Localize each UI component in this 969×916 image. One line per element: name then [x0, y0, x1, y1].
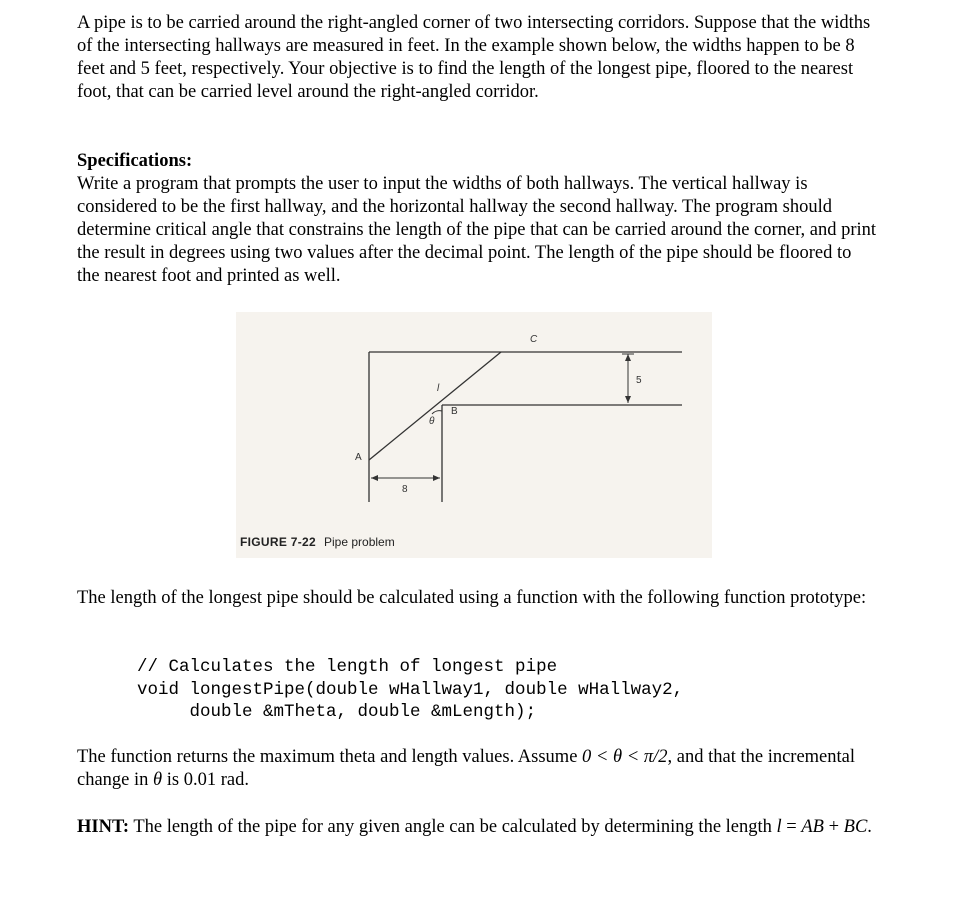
- hint-text-d: .: [867, 817, 872, 837]
- label-a: A: [355, 452, 362, 463]
- hint-text-a: The length of the pipe for any given angle can be calculated by determining the length: [129, 817, 777, 837]
- label-l: l: [437, 383, 440, 394]
- figure-caption-text: Pipe problem: [324, 535, 395, 549]
- returns-text-b: , and that the incremental change in: [77, 747, 856, 790]
- hint-math-ab: AB: [801, 817, 824, 837]
- pipe-figure: [236, 312, 712, 558]
- specifications-heading: Specifications:: [77, 151, 193, 171]
- pipe-diagram: [236, 312, 712, 558]
- hint-paragraph: [77, 816, 877, 839]
- code-line-params: double &mTheta, double &mLength);: [137, 702, 537, 722]
- code-line-comment: // Calculates the length of longest pipe: [137, 657, 558, 677]
- code-block: [137, 656, 683, 724]
- width2-arrow-down: [625, 396, 631, 403]
- pipe-line: [369, 352, 501, 460]
- hint-math-l: l: [776, 817, 782, 837]
- returns-text-a: The function returns the maximum theta and length values. Assume: [77, 747, 583, 767]
- figure-caption-number: FIGURE 7-22: [240, 535, 316, 549]
- label-c: C: [530, 334, 538, 345]
- specifications-section: [77, 150, 877, 288]
- returns-paragraph: [77, 746, 877, 792]
- function-intro-paragraph: The length of the longest pipe should be calculated using a function with the following function prototype:: [77, 588, 867, 608]
- returns-text-c: is 0.01 rad.: [162, 770, 249, 790]
- figure-caption: [240, 535, 395, 549]
- label-width2: 5: [636, 375, 642, 386]
- label-theta: θ: [429, 416, 435, 427]
- returns-math-range: 0 < θ < π/2: [582, 747, 668, 767]
- code-line-signature: void longestPipe(double wHallway1, double wHallway2,: [137, 679, 684, 700]
- returns-math-theta: θ: [153, 770, 163, 790]
- hint-math-bc: BC: [843, 817, 868, 837]
- width1-arrow-left: [371, 475, 378, 481]
- theta-arc: [432, 411, 442, 414]
- hint-label: HINT:: [77, 817, 130, 837]
- label-width1: 8: [402, 484, 408, 495]
- intro-paragraph: A pipe is to be carried around the right-angled corner of two intersecting corridors. Suppose that the widths of the intersecting hallways are measured in feet. In the example shown below, the widths happen to be 8 feet and 5 feet, respectively. Your objective is to find the length of the longest pipe, floored to the nearest foot, that can be carried level around the right-angled corridor.: [77, 13, 871, 102]
- hint-text-c: +: [823, 817, 844, 837]
- label-b: B: [451, 406, 458, 417]
- width1-arrow-right: [433, 475, 440, 481]
- specifications-body: Write a program that prompts the user to input the widths of both hallways. The vertical hallway is considered to be the first hallway, and the horizontal hallway the second hallway. The program should determine critical angle that constrains the length of the pipe that can be carried around the corner, and print the result in degrees using two values after the decimal point. The length of the pipe should be floored to the nearest foot and printed as well.: [77, 174, 877, 286]
- width2-arrow-up: [625, 354, 631, 361]
- hint-text-b: =: [781, 817, 802, 837]
